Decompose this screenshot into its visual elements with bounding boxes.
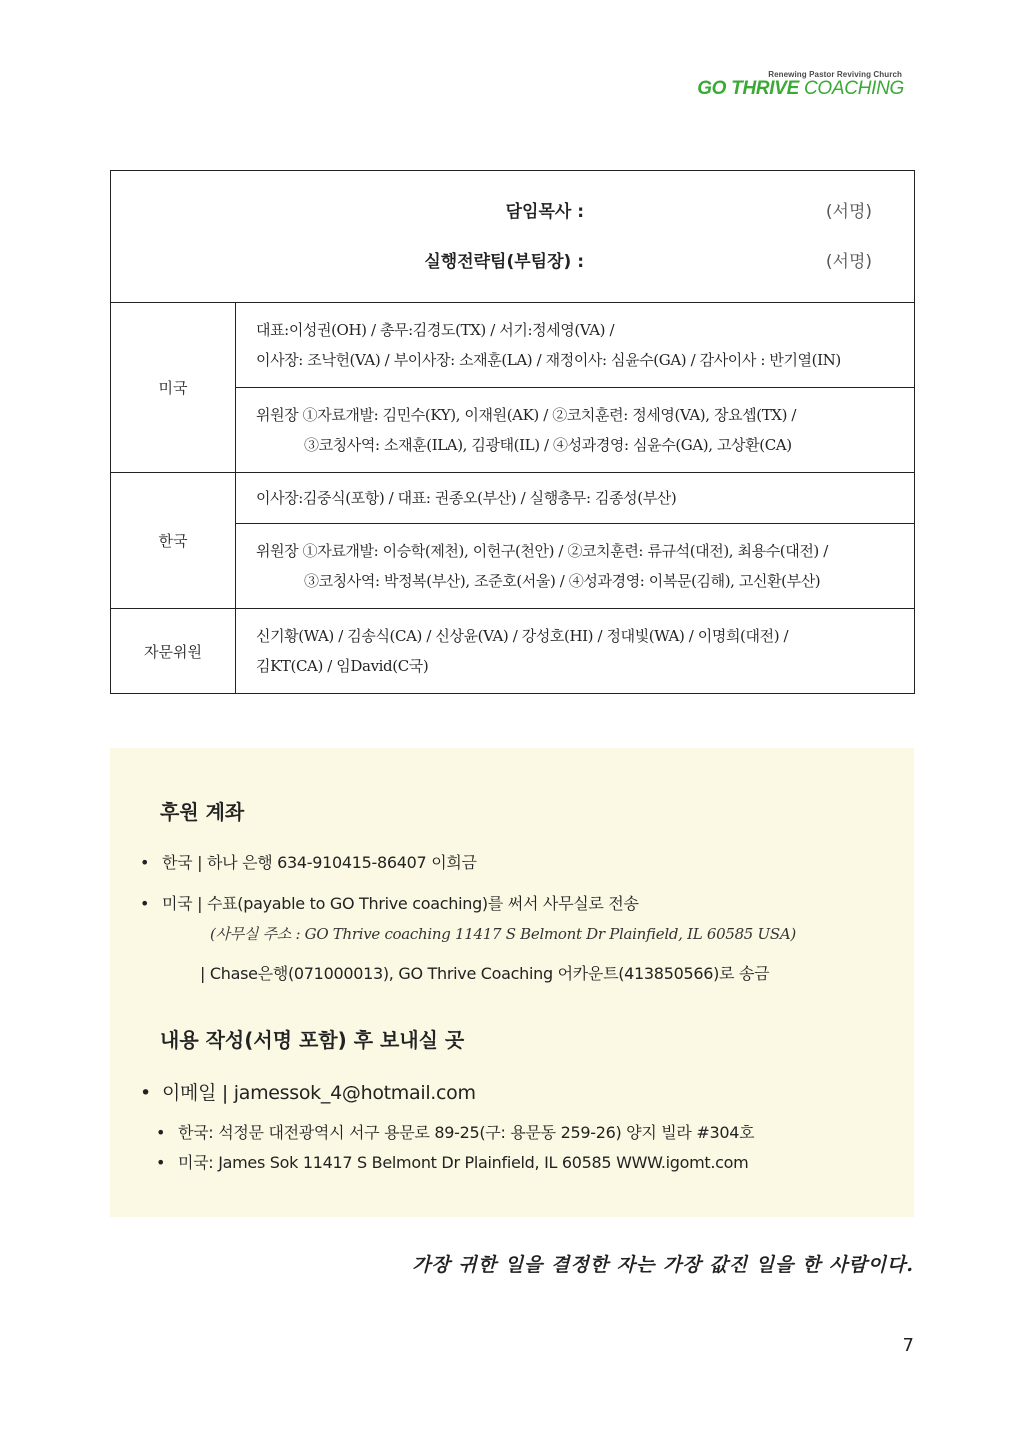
korea-officers-line1: 이사장:김중식(포항) / 대표: 권종오(부산) / 실행총무: 김종성(부산) bbox=[256, 489, 677, 507]
logo-wordmark bbox=[697, 79, 904, 99]
pastor-signature-line bbox=[111, 197, 914, 227]
send-destination-title: 내용 작성(서명 포함) 후 보내실 곳 bbox=[160, 1028, 465, 1052]
slogan-text: 가장 귀한 일을 결정한 자는 가장 값진 일을 한 사람이다. bbox=[412, 1254, 914, 1276]
advisors-cell bbox=[236, 609, 915, 694]
korea-account-line bbox=[140, 850, 477, 873]
bullet-icon: • bbox=[140, 894, 150, 913]
team-signature-mark: (서명) bbox=[825, 252, 872, 272]
brand-logo bbox=[697, 70, 904, 99]
support-account-title: 후원 계좌 bbox=[160, 800, 245, 824]
pastor-signature-mark: (서명) bbox=[825, 202, 872, 222]
usa-chairs-line2: ③코칭사역: 소재훈(ILA), 김광태(IL) / ④성과경영: 심윤수(GA), 고상환(CA) bbox=[304, 436, 792, 454]
bullet-icon: • bbox=[156, 1153, 166, 1172]
usa-officers-line2: 이사장: 조낙헌(VA) / 부이사장: 소재훈(LA) / 재정이사: 심윤수(GA) / 감사이사 : 반기열(IN) bbox=[256, 351, 841, 369]
signature-cell bbox=[111, 171, 915, 303]
bullet-icon: • bbox=[156, 1123, 166, 1142]
pastor-label: 담임목사 : bbox=[505, 202, 584, 222]
logo-tagline: Renewing Pastor Reviving Church bbox=[768, 70, 902, 79]
usa-address-line bbox=[156, 1150, 748, 1173]
region-korea: 한국 bbox=[111, 473, 236, 609]
korea-officers-cell bbox=[236, 473, 915, 524]
usa-chairs-cell bbox=[236, 388, 915, 473]
bullet-icon: • bbox=[140, 853, 150, 872]
usa-officers-line1: 대표:이성권(OH) / 총무:김경도(TX) / 서기:정세영(VA) / bbox=[256, 321, 615, 339]
korea-chairs-line1: 위원장 ①자료개발: 이승학(제천), 이헌구(천안) / ②코치훈련: 류규석(대전), 최용수(대전) / bbox=[256, 542, 828, 560]
korea-officers-row bbox=[111, 473, 915, 524]
korea-chairs-cell bbox=[236, 524, 915, 609]
usa-officers-row bbox=[111, 303, 915, 388]
usa-account-text: 미국 | 수표(payable to GO Thrive coaching)를 써서 사무실로 전송 bbox=[162, 894, 639, 913]
korea-address-line bbox=[156, 1120, 754, 1143]
support-info-box bbox=[110, 748, 914, 1217]
advisors-row bbox=[111, 609, 915, 694]
office-address-note: (사무실 주소 : GO Thrive coaching 11417 S Belmont Dr Plainfield, IL 60585 USA) bbox=[210, 925, 796, 943]
korea-chairs-line2: ③코칭사역: 박정복(부산), 조준호(서울) / ④성과경영: 이복문(김해), 고신환(부산) bbox=[304, 572, 821, 590]
korea-account-text: 한국 | 하나 은행 634-910415-86407 이희금 bbox=[162, 853, 477, 872]
email-text: 이메일 | jamessok_4@hotmail.com bbox=[162, 1082, 476, 1104]
usa-address-text: 미국: James Sok 11417 S Belmont Dr Plainfield, IL 60585 WWW.igomt.com bbox=[178, 1153, 749, 1172]
advisors-line2: 김KT(CA) / 임David(C국) bbox=[256, 657, 429, 675]
advisors-line1: 신기황(WA) / 김송식(CA) / 신상윤(VA) / 강성호(HI) / 정대빛(WA) / 이명희(대전) / bbox=[256, 627, 789, 645]
logo-light-text: COACHING bbox=[804, 78, 904, 99]
region-usa: 미국 bbox=[111, 303, 236, 473]
organization-table bbox=[110, 170, 915, 694]
logo-bold-text: GO THRIVE bbox=[697, 78, 800, 99]
usa-officers-cell bbox=[236, 303, 915, 388]
usa-account-line bbox=[140, 891, 639, 914]
usa-chairs-line1: 위원장 ①자료개발: 김민수(KY), 이재원(AK) / ②코치훈련: 정세영(VA), 장요셉(TX) / bbox=[256, 406, 797, 424]
chase-transfer-line: | Chase은행(071000013), GO Thrive Coaching 어카운트(413850566)로 송금 bbox=[200, 964, 770, 983]
page-number: 7 bbox=[902, 1335, 914, 1356]
bullet-icon: • bbox=[140, 1082, 151, 1104]
team-label: 실행전략팀(부팀장) : bbox=[424, 252, 584, 272]
region-advisors: 자문위원 bbox=[111, 609, 236, 694]
signature-row bbox=[111, 171, 915, 303]
email-line bbox=[140, 1078, 476, 1105]
korea-address-text: 한국: 석정문 대전광역시 서구 용문로 89-25(구: 용문동 259-26) 양지 빌라 #304호 bbox=[178, 1123, 755, 1142]
team-signature-line bbox=[111, 247, 914, 277]
